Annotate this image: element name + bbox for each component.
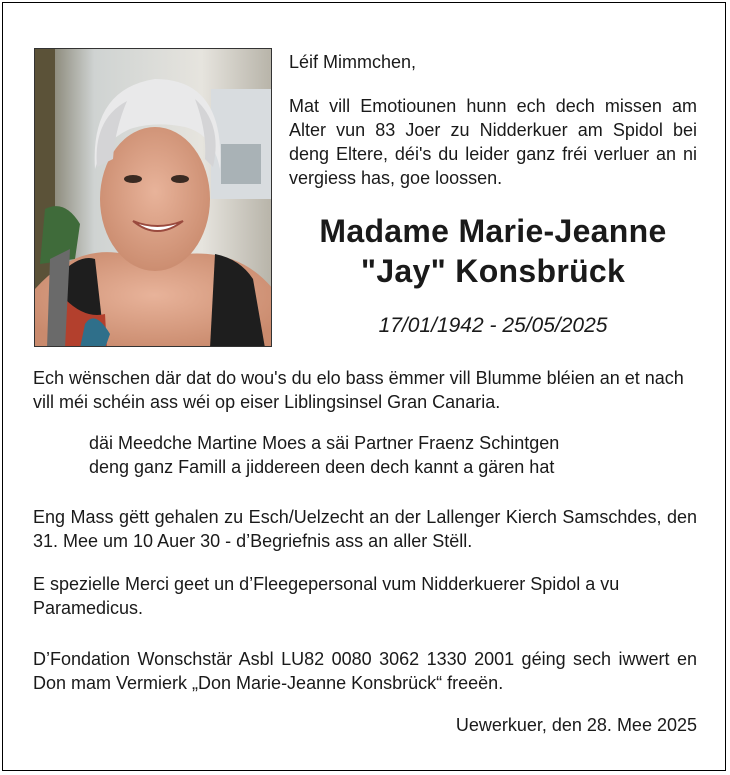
wish-paragraph: Ech wënschen där dat do wou's du elo bass ëmmer vill Blumme bléien an et nach vill méi schéin ass wéi op eiser Liblingsinsel Gran Canaria. <box>33 368 684 412</box>
name-line-1: Madame Marie-Jeanne <box>319 213 667 249</box>
family-line-1: däi Meedche Martine Moes a säi Partner Fraenz Schintgen <box>89 433 560 453</box>
thanks-paragraph: E spezielle Merci geet un d’Fleegepersonal vum Nidderkuerer Spidol a vu Paramedicus. <box>33 574 620 618</box>
donation-paragraph: D’Fondation Wonschstär Asbl LU82 0080 3062 1330 2001 géing sech iwwert en Don mam Vermierk „Don Marie-Jeanne Konsbrück“ freeën. <box>33 649 697 693</box>
intro-paragraph: Mat vill Emotiounen hunn ech dech missen am Alter vun 83 Joer zu Nidderkuer am Spidol bei deng Eltere, déi's du leider ganz fréi verluer an ni vergiess has, goe loossen. <box>289 96 697 188</box>
place-date: Uewerkuer, den 28. Mee 2025 <box>455 715 697 735</box>
mass-paragraph: Eng Mass gëtt gehalen zu Esch/Uelzecht an der Lallenger Kierch Samschdes, den 31. Mee um 10 Auer 30 - d’Begriefnis ass an aller Stëll. <box>33 507 697 551</box>
greeting: Léif Mimmchen, <box>289 52 417 72</box>
deceased-name <box>289 211 697 291</box>
portrait-image <box>35 49 272 347</box>
family-line-2: deng ganz Famill a jiddereen deen dech kannt a gären hat <box>89 457 555 477</box>
life-dates: 17/01/1942 - 25/05/2025 <box>378 314 608 337</box>
name-line-2: "Jay" Konsbrück <box>360 253 626 289</box>
family-signature <box>89 431 559 479</box>
portrait-photo <box>34 48 272 347</box>
